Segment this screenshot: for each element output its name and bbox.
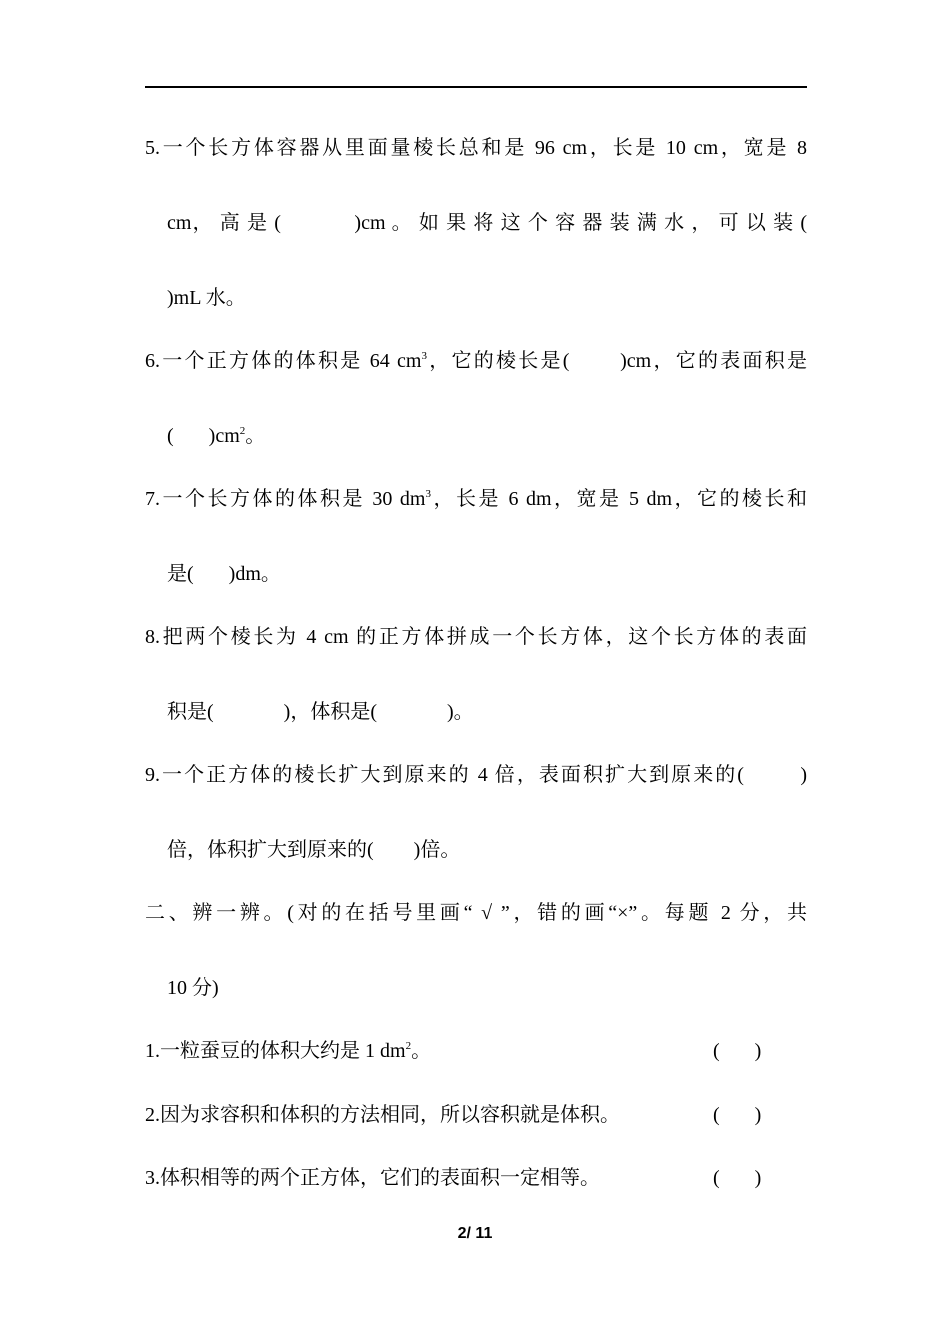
q6-line1: 6.一个正方体的体积是 64 $cm^3$，它的棱长是( )cm，它的表面积是 — [145, 350, 807, 372]
q9-line1: 9.一个正方体的棱长扩大到原来的 4 倍，表面积扩大到原来的( ) — [145, 764, 807, 786]
judge-item-3-answer-bracket[interactable]: ( ) — [713, 1167, 762, 1189]
judge-item-1-answer-bracket[interactable]: ( ) — [713, 1040, 762, 1062]
page-number: 2/ 11 — [457, 1225, 493, 1242]
q8-line2: 积是( )，体积是( )。 — [167, 701, 474, 723]
section2-heading-line2: 10 分) — [167, 977, 219, 999]
header-rule — [145, 86, 807, 88]
judge-item-1: 1.一粒蚕豆的体积大约是 1 $dm^2$。 — [145, 1040, 432, 1062]
q5-line3: )mL 水。 — [167, 287, 246, 309]
q7-line1: 7.一个长方体的体积是 30 $dm^3$，长是 6 dm，宽是 5 dm，它的棱长和 — [145, 488, 807, 510]
judge-item-2-answer-bracket[interactable]: ( ) — [713, 1104, 762, 1126]
q9-line2: 倍，体积扩大到原来的( )倍。 — [167, 839, 461, 861]
q6-line2: ( )$cm^2$。 — [167, 425, 266, 447]
q8-line1: 8.把两个棱长为 4 cm 的正方体拼成一个长方体，这个长方体的表面 — [145, 626, 807, 648]
q5-line2: cm， 高 是 ( )cm 。 如 果 将 这 个 容 器 装 满 水 ， 可 以 装 ( — [167, 212, 807, 234]
q5-line1: 5.一个长方体容器从里面量棱长总和是 96 cm，长是 10 cm，宽是 8 — [145, 137, 807, 159]
q7-line2: 是( )dm。 — [167, 563, 281, 585]
section2-heading-line1: 二、辨一辨。(对的在括号里画“ √ ”，错的画“×”。每题 2 分，共 — [145, 902, 807, 924]
judge-item-3: 3.体积相等的两个正方体，它们的表面积一定相等。 — [145, 1167, 600, 1189]
judge-item-2: 2.因为求容积和体积的方法相同，所以容积就是体积。 — [145, 1104, 620, 1126]
